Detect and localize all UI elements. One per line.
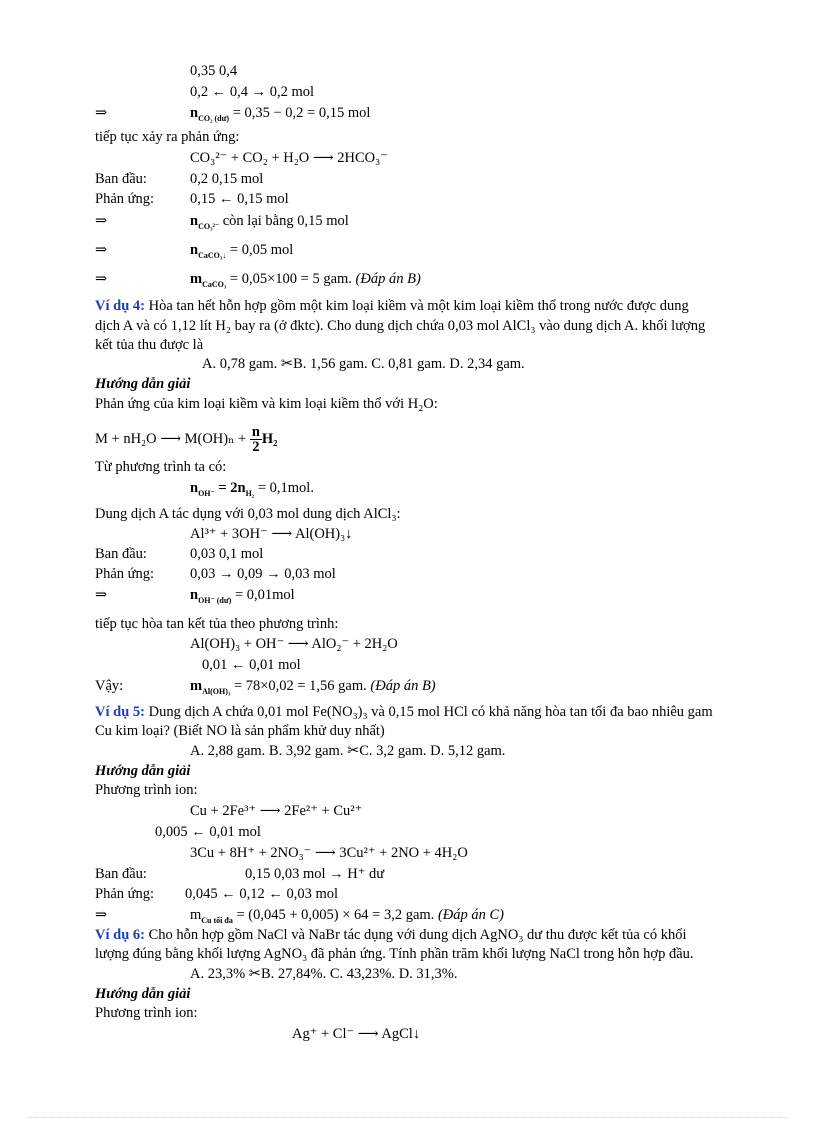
row-values: 0,15 0,03 mol → H⁺ dư <box>245 866 385 882</box>
text-line: 0,35 0,4 <box>190 63 238 79</box>
text-line: Phản ứng của kim loại kiềm và kim loại kiềm thổ với H₂O: <box>95 396 438 412</box>
answer-options: A. 23,3% ✂B. 27,84%. C. 43,23%. D. 31,3%. <box>190 966 458 982</box>
row-label: Ban đầu: <box>95 546 147 562</box>
row-label: Phản ứng: <box>95 191 155 207</box>
formula-line: $m_{Al(OH)_3} = 78\times 0,02 = 1,56$ gam. (Đáp án B) <box>190 678 436 696</box>
text-line: dịch A và có 1,12 lít H₂ bay ra (ở đktc). Cho dung dịch chứa 0,03 mol AlCl₃ vào dung dịch A. khối lượng <box>95 318 706 334</box>
text-line: Dung dịch A tác dụng với 0,03 mol dung dịch AlCl₃: <box>95 506 401 522</box>
example-6-question: Ví dụ 6: Cho hỗn hợp gồm NaCl và NaBr tác dụng với dung dịch AgNO₃ dư thu được kết tủa có khối <box>95 927 687 943</box>
formula-line: $n_{OH^- (dư)} = 0,01mol$ <box>190 587 295 605</box>
row-label: Phản ứng: <box>95 886 155 902</box>
text-line: lượng đúng bằng khối lượng AgNO₃ đã phản ứng. Tính phần trăm khối lượng NaCl trong hỗn hợp đầu. <box>95 946 694 962</box>
row-label: Ban đầu: <box>95 866 147 882</box>
row-label: Phản ứng: <box>95 566 155 582</box>
text-line: tiếp tục hòa tan kết tủa theo phương trình: <box>95 616 339 632</box>
text-line: Phương trình ion: <box>95 1005 198 1021</box>
row-values: 0,2 0,15 mol <box>190 171 264 187</box>
solution-heading: Hướng dẫn giải <box>95 986 191 1002</box>
formula-line: $m_{Cu tối đa} = (0,045 + 0,005) \times 64 = 3,2$ gam. (Đáp án C) <box>190 907 504 925</box>
solution-heading: Hướng dẫn giải <box>95 376 191 392</box>
equation: Al³⁺ + 3OH⁻ ⟶ Al(OH)₃↓ <box>190 526 353 542</box>
row-values: 0,03 0,1 mol <box>190 546 264 562</box>
example-5-question: Ví dụ 5: Dung dịch A chứa 0,01 mol Fe(NO₃)₃ và 0,15 mol HCl có khả năng hòa tan tối đa bao nhiêu gam <box>95 704 713 720</box>
page-bottom-rule <box>28 1117 788 1118</box>
equation: CO₃²⁻ + CO₂ + H₂O ⟶ 2HCO₃⁻ <box>190 150 388 166</box>
text-line: tiếp tục xảy ra phản ứng: <box>95 129 240 145</box>
implies-arrow: ⇒ <box>95 242 108 258</box>
equation: 3Cu + 8H⁺ + 2NO₃⁻ ⟶ 3Cu²⁺ + 2NO + 4H₂O <box>190 845 468 861</box>
row-values: 0,005 ← 0,01 mol <box>155 824 261 840</box>
formula-line: $n_{OH^-} = 2n_{H_2} = 0,1mol$. <box>190 480 314 498</box>
implies-arrow: ⇒ <box>95 271 108 287</box>
example-4-question: Ví dụ 4: Hòa tan hết hỗn hợp gồm một kim loại kiềm và một kim loại kiềm thổ trong nước được dung <box>95 298 689 314</box>
implies-arrow: ⇒ <box>95 105 108 121</box>
implies-arrow: ⇒ <box>95 907 108 923</box>
row-label: Ban đầu: <box>95 171 147 187</box>
text-line: Từ phương trình ta có: <box>95 459 227 475</box>
implies-arrow: ⇒ <box>95 213 108 229</box>
text-line: Phương trình ion: <box>95 782 198 798</box>
row-values: 0,045 ← 0,12 ← 0,03 mol <box>185 886 339 902</box>
row-values: 0,03 → 0,09 → 0,03 mol <box>190 566 336 582</box>
text-line: kết tủa thu được là <box>95 337 204 353</box>
answer-options: A. 2,88 gam. B. 3,92 gam. ✂C. 3,2 gam. D. 5,12 gam. <box>190 743 506 759</box>
equation: M + nH₂O ⟶ M(OH)ₙ + $\frac{n}{2}$ H₂ <box>95 424 278 455</box>
answer-options: A. 0,78 gam. ✂B. 1,56 gam. C. 0,81 gam. D. 2,34 gam. <box>202 356 525 372</box>
formula-line: $n_{CO_3^{2-}}$ còn lại bằng 0,15 mol <box>190 213 349 231</box>
equation: Cu + 2Fe³⁺ ⟶ 2Fe²⁺ + Cu²⁺ <box>190 803 363 819</box>
text-line: Cu kim loại? (Biết NO là sản phẩm khử duy nhất) <box>95 723 385 739</box>
formula-line: $n_{CO_2 (dư)} = 0,35 - 0,2 = 0,15$ mol <box>190 105 371 123</box>
formula-line: $m_{CaCO_3} = 0,05\times 100 = 5$ gam. (Đáp án B) <box>190 271 421 289</box>
equation: Al(OH)₃ + OH⁻ ⟶ AlO₂⁻ + 2H₂O <box>190 636 398 652</box>
row-label: Vậy: <box>95 678 124 694</box>
equation: Ag⁺ + Cl⁻ ⟶ AgCl↓ <box>292 1026 421 1042</box>
row-values: 0,01 ← 0,01 mol <box>202 657 301 673</box>
implies-arrow: ⇒ <box>95 587 108 603</box>
solution-heading: Hướng dẫn giải <box>95 763 191 779</box>
text-line: 0,2 ← 0,4 → 0,2 mol <box>190 84 315 100</box>
row-values: 0,15 ← 0,15 mol <box>190 191 289 207</box>
formula-line: $n_{CaCO_3↓} = 0,05$ mol <box>190 242 294 260</box>
